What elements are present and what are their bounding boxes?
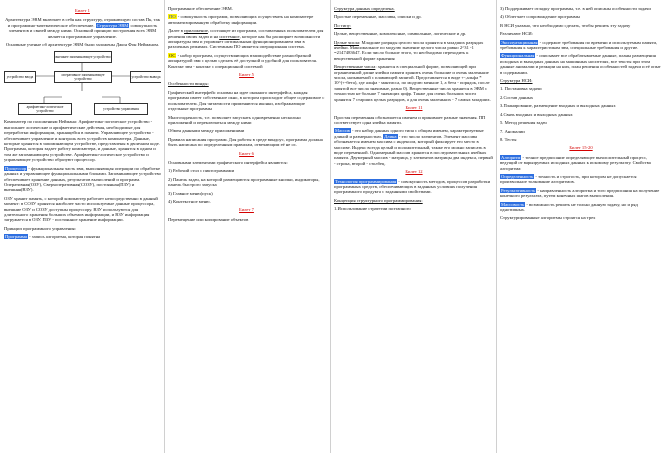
paragraph: Простые переменные, массивы, списки и др. xyxy=(334,14,422,20)
highlight-term: Массовость xyxy=(501,201,525,207)
highlight-term: Функциональная xyxy=(501,53,535,59)
highlight-term: Алгоритм xyxy=(501,154,521,160)
paragraph: Программа - запись алгоритма, которая понятна xyxy=(5,234,101,240)
paragraph: Программное обеспечение ЭВМ. xyxy=(168,6,233,11)
paragraph: Массив - это набор данных одного типа с общим именем, характеризуемые длиной и размерностью. Длина - это число элементов. Элемент массива обозначается именем массива с индексом, который фиксирует его место в массиве. Индекс всегда целый и положительный, также его можно записать в виде переменной. Одномерный массив хранится в последовательных ячейках памяти. Двумерный массив - матрица, у элементов матрицы два индекса, первый - строка, второй - столбец. xyxy=(334,128,493,166)
highlight-term: Результативность xyxy=(501,187,536,193)
paragraph: Эксплуатационная - содержит требования по времени и используемым памяти, требования к характеристикам эвм, специальные требования и другие. xyxy=(500,39,658,51)
list-item: 3) Главное меню(пуск) xyxy=(168,190,213,196)
paragraph: Алгоритм - точное предписание определяющее вычислительный процесс, ведущий от варьируемых исходных данных к искомому результату. Свойства алгоритма: xyxy=(500,154,651,171)
column-3 xyxy=(334,6,494,453)
diagram-box-alu: арифметико-логическое устройство xyxy=(18,103,72,115)
paragraph: Вещественные числа: хранятся в специальной форме, позволяющей при ограниченной длине ячейки памяти хранить очень большие и очень маленькие числа, называемой с плавающей запятой. Представляется в виде +-,альфа * 10^(+-бета), где альфа - мантисса, по модулю меньше 1, а бета - порядок, после запятой все числа значимые, разно 0). Вещественные числа хранятся в ЭВМ с точностью не больше 7 значащих цифр. Также для очень больших чисел хранятся 7 старших целых разрядов, а для очень маленьких - 7 самых младших. xyxy=(334,64,491,102)
diagram-box-control-unit: устройство управления xyxy=(94,103,148,115)
paragraph: Процессор - функциональная часть эвм, выполняющая операции по обработке данных и управляющее функциональными блоками. Запоминающее устройство обеспечивает хранение данных, результатов вычислений и программ. Оперативная(ОЗУ), Сверхоперативная(СОЗУ), постоянная(ПЗУ) и внешняя(ВЗУ). xyxy=(4,165,161,193)
section-heading: Различают НСИ: xyxy=(500,31,534,37)
column-separator xyxy=(330,0,331,453)
paragraph: 1.Использование стратегии поэтапного xyxy=(334,206,411,212)
ticket-title: Билет 5 xyxy=(239,72,254,78)
list-item: 2) Панель задач, на которой размещаются программные кнопки, индикаторы, панель быстрого запуска xyxy=(168,176,320,188)
paragraph: Перемещение или копирование объектов xyxy=(168,216,249,222)
ticket-title: Билет 7 xyxy=(239,207,254,213)
paragraph: Графический интерфейс основан на идее оконного интерфейса, каждая программа имеет собственное окно, в котором происходит общее содержимое с пользователем. Для читаемости применяются иконки, изображающие отдельные программы xyxy=(168,89,325,112)
paragraph: Простая переменная обозначается именем и принимает разные значения. ПП соответствует одна ячейка памяти. xyxy=(334,114,486,125)
highlight-term: Структура ЭВМ xyxy=(96,22,129,28)
diagram-box-external-memory: внешнее запоминающее устройство xyxy=(54,51,112,63)
list-item: 1) Рабочий стол с пиктограммами xyxy=(168,168,235,174)
list-item: 3) Поддерживает отладку программы, т.е. в ней описаны особенности задачи xyxy=(500,6,651,11)
list-item: 3.Планирование, размещение входных и выходных данных xyxy=(500,103,616,109)
paragraph: Целые, вещественные, комплексные, символьные, логические и др. xyxy=(334,31,467,37)
highlight-term: Определенность xyxy=(501,173,534,179)
paragraph: Правила написания программ. Для работы в среде виндоус, программа должна быть написана по определенным правилам, отвечающим её не ос. xyxy=(168,136,323,148)
column-separator xyxy=(164,0,165,453)
highlight-term: Длина xyxy=(384,133,397,139)
ticket-title: Билет 11 xyxy=(405,105,423,111)
section-heading: Структура данных определена. xyxy=(334,6,395,11)
paragraph: Определенность - точность и строгость, при котором не допускается произвольное толкование алгоритмов. xyxy=(500,173,637,185)
highlight-term: Эксплуатационная xyxy=(501,39,538,45)
term: Вещественные числа xyxy=(334,64,376,70)
list-item: 5. Метод решения задач xyxy=(500,120,547,126)
list-item: 4) Облегчает сопровождение программы xyxy=(500,14,580,20)
paragraph: ОЗУ хранит память, с которой компьютер работает непосредственно в данный момент: в СОЗУ хранятся наиболее часто используемые данные процессора, внешние ОЗУ и СОЗУ доступны процессору. ВЗУ используются для длительного хранения больших объемов информации, и ВЗУ информация загружается в ОЗУ. ПЗУ - постоянное хранение информации. xyxy=(4,195,158,223)
paragraph: Целые числа: Младшие разряды целого числа хранятся в младших разрядах ячейки. Максимальное по модулю значение целого числа равно 2^31 -1 =2147483647. Если число больше этого, то необходимо переходить к вещественной форме хранения xyxy=(334,39,484,61)
paragraph: Технология программирования - совокупность методов, процессов разработки программных средств, обеспечивающих в заданных условиях получения программного продукта с заданными свойствами. xyxy=(334,178,491,195)
ticket-title: Билет 15-20 xyxy=(569,145,593,151)
section-heading: Концепция структурного программирования: xyxy=(334,197,423,203)
paragraph: Структурированные алгоритмы строятся на трех xyxy=(500,215,596,221)
paragraph: Компьютер по положениям Неймана: Арифметико-логическое устройство - выполняет логические и арифметические действия, необходимые для переработки информации, хранящейся в памяти. Управляющее устройство - обеспечивает управление и контроль всех устройств компьютера. Данные, которые хранятся в запоминающем устройстве, представлены в двоичном коде. Программа, которая задает работу компьютера, и данные, хранятся в одном и том же запоминающем устройстве. Арифметико-логическое устройство и управляющее устройство образуют процессор. xyxy=(4,119,160,163)
paragraph: Массовость - возможность решить не только данную задачу, но и ряд однотипных. xyxy=(500,201,638,212)
list-item: 8. Тесты xyxy=(500,136,517,142)
list-item: 2.Состав данных xyxy=(500,94,534,100)
paragraph: Основные ученые об архитектуре ЭВМ были заложены Джон Фон Нейманом. xyxy=(5,42,160,48)
ticket-title: Билет 12 xyxy=(405,169,423,175)
architecture-diagram xyxy=(4,51,161,113)
ticket-title: Билет 1 xyxy=(75,8,90,13)
paragraph: Функциональная - описывает все обрабатываемые данные, планы размещения исходных и выходных данных на машинных носителях, все тексты при этом данные аномалии и реакции на них, план решения особенностей задачи и её опыт в содержании. xyxy=(500,53,661,75)
list-item: 4) Контекстное меню. xyxy=(168,198,211,204)
diagram-box-ram: оперативное запоминающее устройство xyxy=(54,71,112,83)
column-4 xyxy=(500,6,662,453)
highlight-term: Технология программирования xyxy=(335,178,397,184)
paragraph: Основными элементами графического интерфейса являются: xyxy=(168,159,288,165)
column-separator xyxy=(496,0,497,453)
paragraph: Результативность - направленность алгоритма и того предписания на получение конечного результата, путем конечных шагов вычисления. xyxy=(500,187,660,199)
column-2 xyxy=(168,6,325,453)
section-heading: Структура НСИ: xyxy=(500,78,533,84)
diagram-box-output: устройство вывода xyxy=(130,71,161,83)
term: Целые числа xyxy=(334,39,360,45)
paragraph: Далее в приложение, состоящее из программ, составленных пользователем для решения своих задач и на системное, которое как бы расширяет возможности аппаратуры эвм и управляет оптимальным функционированием эвм в различных режимах. Системным ПО является операционная система. xyxy=(168,28,324,50)
paragraph: ОС - набор программ, осуществляющих взаимодействие разнообразной аппаратурой эвм с целью сделать её доступной и удобной для пользователя. Контакт эвм - контакт с операционной системой xyxy=(168,52,317,69)
paragraph: ПО - совокупность программ, позволяющих осуществить на компьютере автоматизированную обработку информации. xyxy=(168,14,314,25)
paragraph: В НСИ указано, что необходимо сделать, чтобы решить эту задачу xyxy=(500,22,631,28)
paragraph: Обмен данными между приложениями xyxy=(168,128,245,134)
list-item: 7. Аномалии xyxy=(500,128,525,134)
list-item: 1. Постановка задачи xyxy=(500,86,542,92)
highlight-term: ПО xyxy=(169,14,176,20)
highlight-term: Процессор xyxy=(5,165,27,171)
paragraph: Архитектура ЭВМ включает в себя как структуру, отражающую состав Пк, так и программно-математическое обеспечение. Структура ЭВМ совокупность элементов и связей между ними. Основной принцип построения всех ЭВМ является программное управление. xyxy=(5,17,160,39)
section-heading: По типу: xyxy=(334,22,352,28)
highlight-term: ОС xyxy=(169,52,176,58)
column-1 xyxy=(4,6,161,453)
diagram-box-input: устройство ввода xyxy=(4,71,36,83)
paragraph: Многозадачность, т.е. позволяет запускать одновременно несколько приложений и переключаться между ними xyxy=(168,114,301,125)
paragraph: Принцип программного управления: xyxy=(4,225,76,231)
list-item: 4.Связь входных и выходных данных xyxy=(500,111,573,117)
highlight-term: Программа xyxy=(5,234,27,240)
ticket-title: Билет 6 xyxy=(239,150,254,156)
highlight-term: Массив xyxy=(335,128,350,134)
section-heading: Особенности винды: xyxy=(168,81,209,87)
